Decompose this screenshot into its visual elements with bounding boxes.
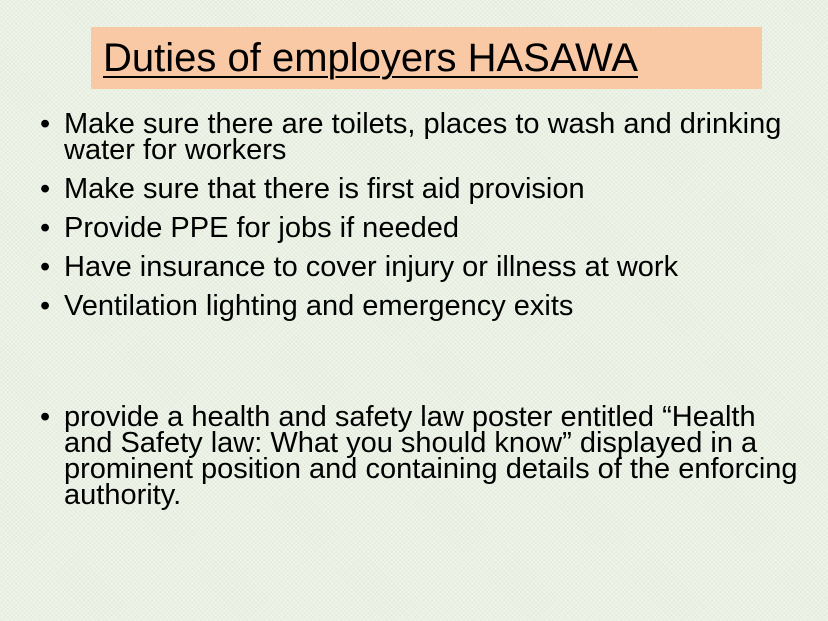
bullet-item bbox=[40, 108, 810, 166]
bullet-item bbox=[40, 173, 810, 205]
bullet-icon: • bbox=[40, 290, 51, 322]
bullet-icon: • bbox=[40, 212, 51, 244]
bullet-text: Have insurance to cover injury or illness at work bbox=[64, 251, 679, 283]
bullet-text: Make sure there are toilets, places to wash and drinking water for workers bbox=[64, 108, 782, 166]
bullet-text: Provide PPE for jobs if needed bbox=[64, 212, 459, 244]
bullet-list bbox=[40, 108, 810, 521]
bullet-item bbox=[40, 401, 810, 511]
bullet-icon: • bbox=[40, 401, 51, 433]
bullet-text: Make sure that there is first aid provision bbox=[64, 173, 585, 205]
bullet-item bbox=[40, 251, 810, 283]
bullet-item bbox=[40, 290, 810, 322]
slide-title: Duties of employers HASAWA bbox=[103, 36, 638, 80]
bullet-icon: • bbox=[40, 173, 51, 205]
bullet-icon: • bbox=[40, 251, 51, 283]
title-box bbox=[91, 27, 762, 89]
bullet-icon: • bbox=[40, 108, 51, 140]
bullet-text: Ventilation lighting and emergency exits bbox=[64, 290, 574, 322]
bullet-text: provide a health and safety law poster entitled “Health and Safety law: What you should know” displayed in a prominent position and containing details of the enforcing authority. bbox=[64, 401, 798, 511]
bullet-item bbox=[40, 212, 810, 244]
